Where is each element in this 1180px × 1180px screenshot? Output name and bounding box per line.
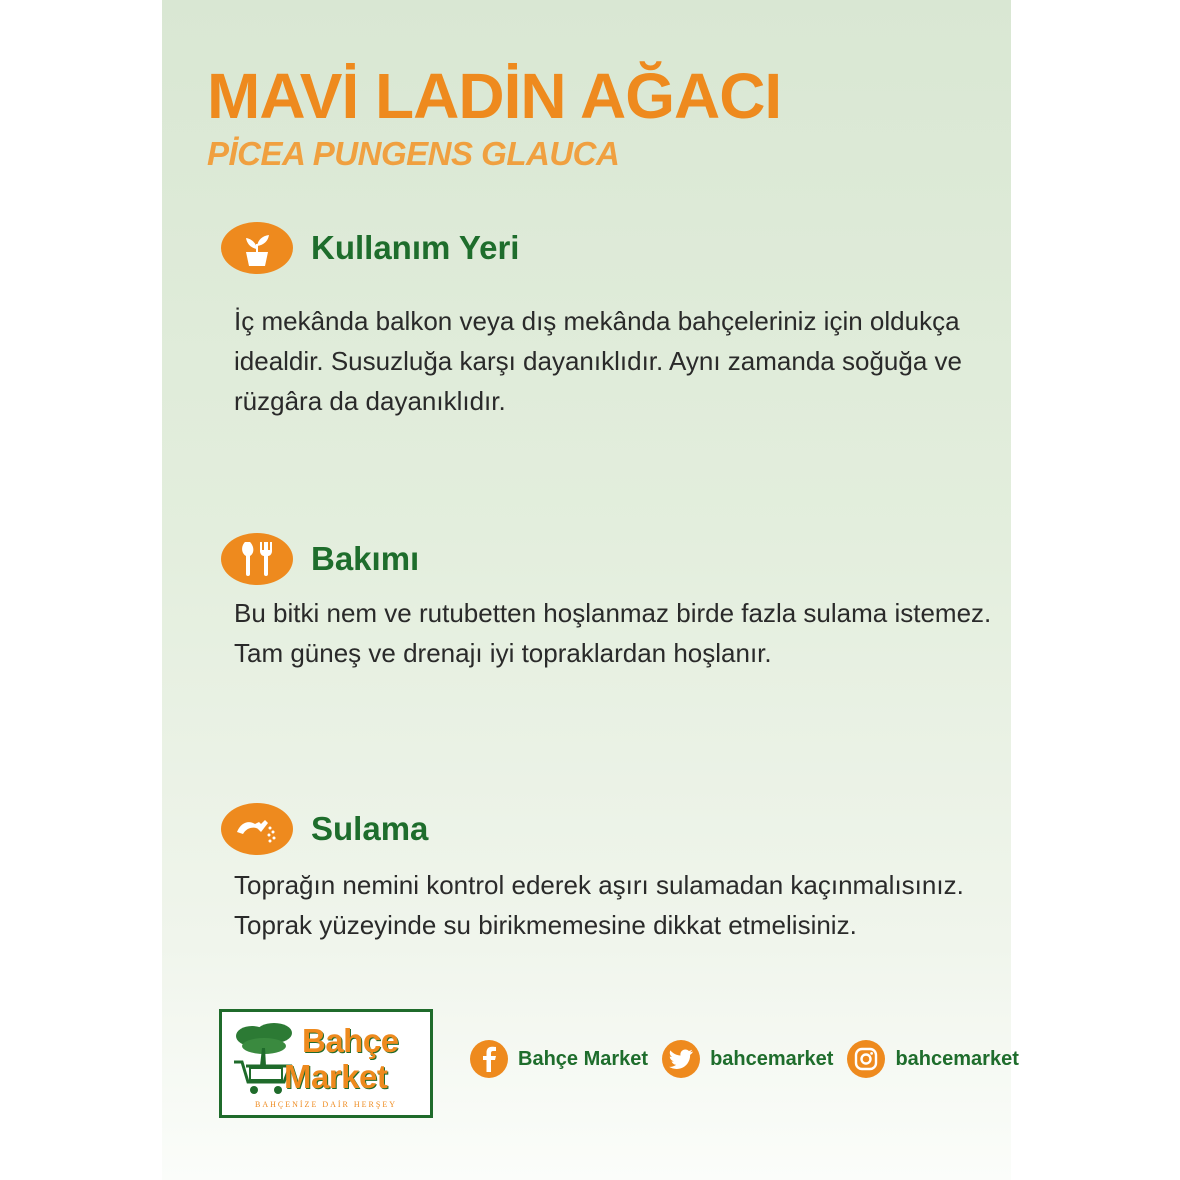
logo-tagline: BAHÇENİZE DAİR HERŞEY xyxy=(255,1100,397,1109)
facebook-icon xyxy=(470,1040,508,1078)
section-care-text: Bu bitki nem ve rutubetten hoşlanmaz birde fazla sulama istemez. Tam güneş ve drenajı iyi topraklardan hoşlanır. xyxy=(234,598,992,668)
section-watering-header xyxy=(221,800,428,858)
section-care-header xyxy=(221,530,419,588)
botanical-name: PİCEA PUNGENS GLAUCA xyxy=(207,135,620,172)
social-twitter[interactable] xyxy=(662,1040,833,1078)
instagram-label: bahcemarket xyxy=(895,1047,1019,1070)
product-info-card xyxy=(162,0,1019,1180)
bahce-market-logo xyxy=(219,1009,433,1118)
plant-pot-icon xyxy=(221,222,293,274)
section-watering-title: Sulama xyxy=(311,810,429,847)
twitter-label: bahcemarket xyxy=(710,1047,834,1070)
section-watering-text: Toprağın nemini kontrol ederek aşırı sulamadan kaçınmalısınız. Toprak yüzeyinde su birikmemesine dikkat etmelisiniz. xyxy=(234,870,964,940)
logo-word-bahce: Bahçe xyxy=(302,1022,399,1059)
section-care-title: Bakımı xyxy=(311,540,420,577)
logo-word-market: Market xyxy=(284,1058,388,1095)
instagram-icon xyxy=(847,1040,885,1078)
social-instagram[interactable] xyxy=(847,1040,1018,1078)
section-usage-text: İç mekânda balkon veya dış mekânda bahçeleriniz için oldukça idealdir. Susuzluğa karşı dayanıklıdır. Aynı zamanda soğuğa ve rüzgâra da dayanıklıdır. xyxy=(234,306,962,416)
social-facebook[interactable] xyxy=(470,1040,648,1078)
social-links xyxy=(470,1039,1033,1079)
garden-tools-icon xyxy=(221,533,293,585)
section-usage-header xyxy=(221,219,519,277)
watering-can-icon xyxy=(221,803,293,855)
facebook-label: Bahçe Market xyxy=(518,1047,649,1070)
page-title: MAVİ LADİN AĞACI xyxy=(207,60,782,132)
section-usage-title: Kullanım Yeri xyxy=(311,229,520,266)
twitter-icon xyxy=(662,1040,700,1078)
